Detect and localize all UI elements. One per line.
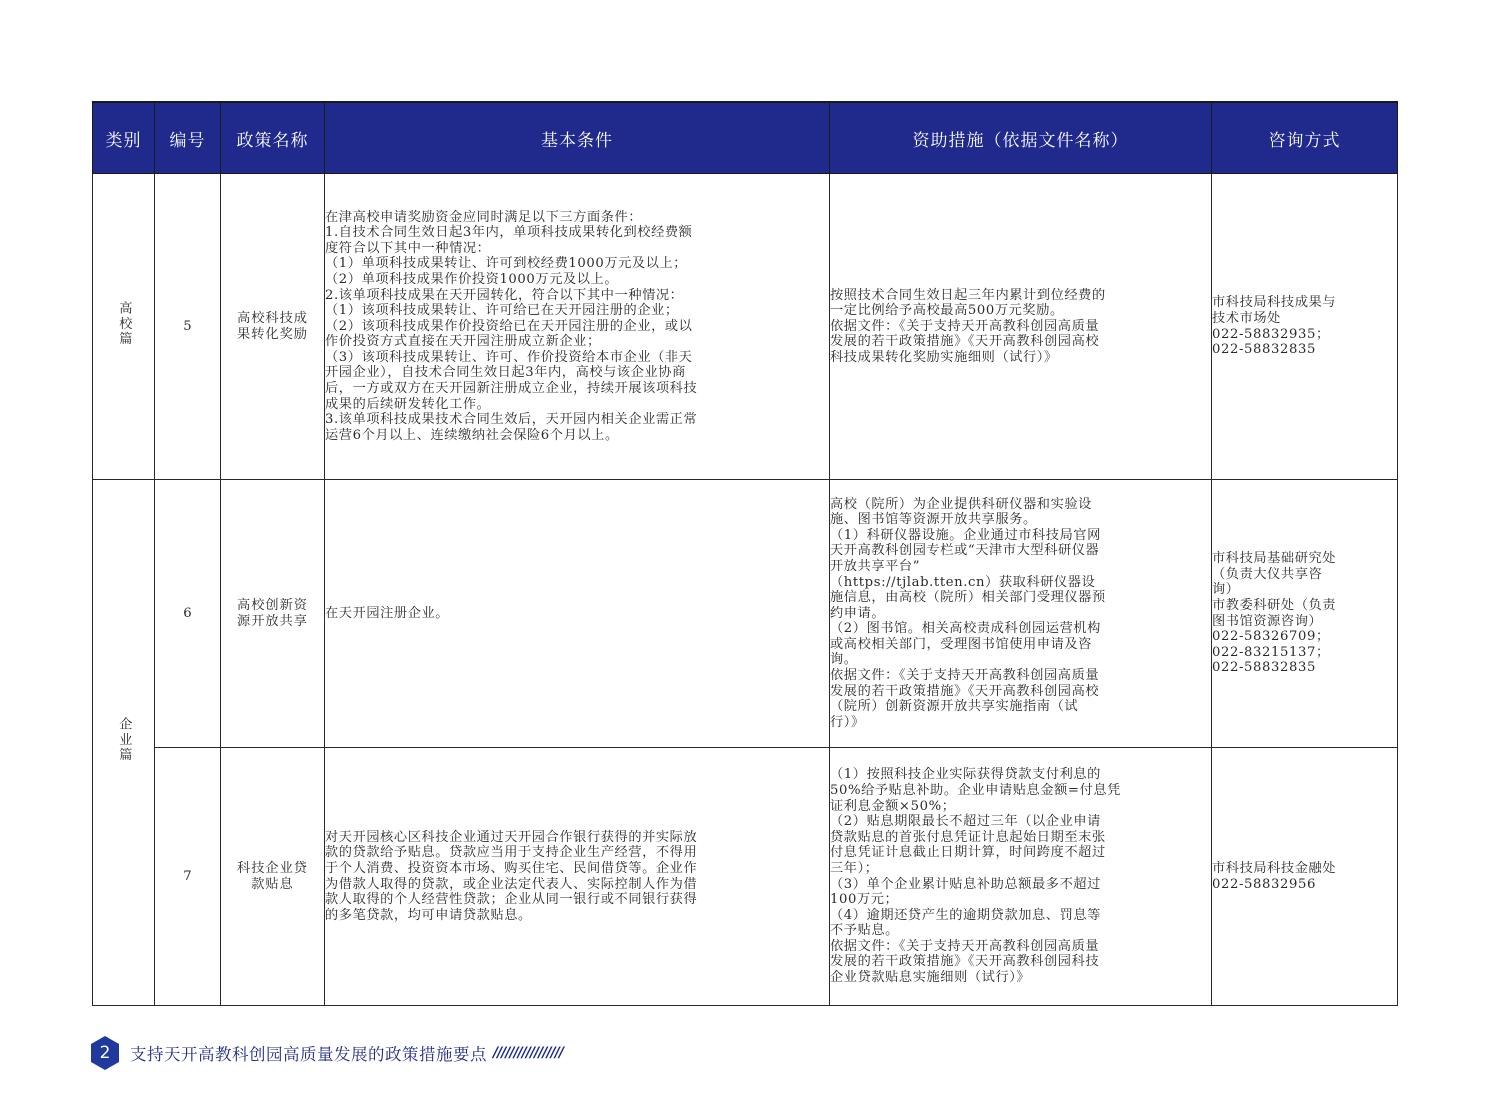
header-number: 编号 (155, 102, 221, 174)
text-line: （2）贴息期限最长不超过三年（以企业申请 (830, 814, 1101, 830)
category-cell (93, 174, 155, 480)
contact-cell (1212, 480, 1398, 748)
text-line: 按照技术合同生效日起三年内累计到位经费的 (830, 287, 1106, 303)
header-category: 类别 (93, 102, 155, 174)
text-line: 依据文件：《关于支持天开高教科创园高质量 (830, 938, 1100, 954)
text-line: 施信息，由高校（院所）相关部门受理仪器预 (830, 590, 1106, 606)
text-line: 依据文件：《关于支持天开高教科创园高质量 (830, 318, 1100, 334)
page-number-badge (90, 1035, 120, 1071)
policy-name: 高校科技成果转化奖励 (237, 310, 308, 342)
text-line: 市教委科研处（负责 (1212, 597, 1337, 613)
measures-cell (830, 174, 1212, 480)
conditions-cell (325, 748, 830, 1006)
text-line: 付息凭证计息截止日期计算，时间跨度不超过 (830, 845, 1106, 861)
text-line: 后，一方或双方在天开园新注册成立企业，持续开展该项科技 (325, 381, 698, 397)
text-line: 一定比例给予高校最高500万元奖励。 (830, 303, 1064, 319)
text-line: 行）》 (830, 714, 865, 730)
text-line: 或高校相关部门，受理图书馆使用申请及咨 (830, 636, 1092, 652)
text-line: 在天开园注册企业。 (325, 605, 450, 621)
text-line: 作价投资方式直接在天开园注册成立新企业； (325, 334, 601, 350)
number-cell: 5 (155, 174, 221, 480)
conditions-cell (325, 480, 830, 748)
text-line: 对天开园核心区科技企业通过天开园合作银行获得的并实际放 (325, 829, 698, 845)
text-line: 施、图书馆等资源开放共享服务。 (830, 512, 1037, 528)
text-line: 022-83215137； (1212, 644, 1330, 660)
text-line: 贷款贴息的首张付息凭证计息起始日期至末张 (830, 829, 1106, 845)
policy-name-cell (221, 480, 325, 748)
text-line: （负责大仪共享咨 (1212, 566, 1323, 582)
text-line: 于个人消费、投资资本市场、购买住宅、民间借贷等。企业作 (325, 860, 698, 876)
text-line: 3.该单项科技成果技术合同生效后，天开园内相关企业需正常 (325, 412, 698, 428)
decorative-stripes: ///////////////// (493, 1045, 563, 1061)
text-line: 022-58832935； (1212, 326, 1330, 342)
table-header-row (93, 102, 1398, 174)
text-line: （1）该项科技成果转让、许可给已在天开园注册的企业； (325, 303, 679, 319)
text-line: 发展的若干政策措施》《天开高教科创园科技 (830, 954, 1100, 970)
table-row (93, 174, 1398, 480)
text-line: 市科技局科技金融处 (1212, 860, 1337, 876)
text-line: （院所）创新资源开放共享实施指南（试 (830, 699, 1079, 715)
text-line: 发展的若干政策措施》《天开高教科创园高校 (830, 683, 1100, 699)
text-line: （2）图书馆。相关高校责成科创园运营机构 (830, 621, 1101, 637)
text-line: 三年）； (830, 860, 879, 876)
number-cell: 6 (155, 480, 221, 748)
measures-cell (830, 748, 1212, 1006)
text-line: 100万元； (830, 892, 899, 908)
text-line: 2.该单项科技成果在天开园转化，符合以下其中一种情况： (325, 287, 684, 303)
text-line: 天开高教科创园专栏或“天津市大型科研仪器 (830, 543, 1100, 559)
table-row (93, 480, 1398, 748)
text-line: 依据文件：《关于支持天开高教科创园高质量 (830, 668, 1100, 684)
text-line: 开园企业），自技术合同生效日起3年内，高校与该企业协商 (325, 365, 686, 381)
text-line: （https://tjlab.tten.cn）获取科研仪器设 (830, 574, 1096, 590)
policy-name: 科技企业贷款贴息 (237, 860, 308, 892)
text-line: 开放共享平台” (830, 558, 921, 574)
policy-name-cell (221, 174, 325, 480)
text-line: 发展的若干政策措施》《天开高教科创园高校 (830, 334, 1100, 350)
category-label: 高校篇 (116, 301, 132, 347)
text-line: 市科技局科技成果与 (1212, 295, 1337, 311)
text-line: 022-58832835 (1212, 660, 1316, 676)
text-line: 科技成果转化奖励实施细则（试行）》 (830, 349, 1058, 365)
category-cell (93, 480, 155, 1006)
text-line: 50%给予贴息补助。企业申请贴息金额=付息凭 (830, 782, 1121, 798)
text-line: 图书馆资源咨询） (1212, 613, 1323, 629)
text-line: （2）单项科技成果作价投资1000万元及以上。 (325, 271, 619, 287)
text-line: （4）逾期还贷产生的逾期贷款加息、罚息等 (830, 907, 1101, 923)
text-line: 不予贴息。 (830, 923, 899, 939)
text-line: 高校（院所）为企业提供科研仪器和实验设 (830, 496, 1092, 512)
policy-name: 高校创新资源开放共享 (237, 597, 308, 629)
policy-table (92, 101, 1398, 1006)
measures-cell (830, 480, 1212, 748)
header-contact: 咨询方式 (1212, 102, 1398, 174)
text-line: 在津高校申请奖励资金应同时满足以下三方面条件： (325, 209, 643, 225)
contact-cell (1212, 174, 1398, 480)
page-number: 2 (99, 1043, 111, 1063)
contact-cell (1212, 748, 1398, 1006)
conditions-cell (325, 174, 830, 480)
header-policy-name: 政策名称 (221, 102, 325, 174)
text-line: 022-58832835 (1212, 342, 1316, 358)
text-line: 款人取得的个人经营性贷款；企业从同一银行或不同银行获得 (325, 892, 698, 908)
text-line: 为借款人取得的贷款，或企业法定代表人、实际控制人作为借 (325, 876, 698, 892)
text-line: （2）该项科技成果作价投资给已在天开园注册的企业，或以 (325, 318, 693, 334)
text-line: （1）按照科技企业实际获得贷款支付利息的 (830, 767, 1101, 783)
number-cell: 7 (155, 748, 221, 1006)
text-line: 证利息金额×50%； (830, 798, 956, 814)
text-line: 技术市场处 (1212, 310, 1281, 326)
text-line: 022-58326709； (1212, 629, 1330, 645)
text-line: 市科技局基础研究处 (1212, 551, 1337, 567)
header-measures: 资助措施（依据文件名称） (830, 102, 1212, 174)
document-title: 支持天开高教科创园高质量发展的政策措施要点 (130, 1045, 487, 1064)
text-line: （1）单项科技成果转让、许可到校经费1000万元及以上； (325, 256, 688, 272)
policy-name-cell (221, 748, 325, 1006)
text-line: 询） (1212, 582, 1240, 598)
text-line: （3）该项科技成果转让、许可、作价投资给本市企业（非天 (325, 349, 693, 365)
text-line: 约申请。 (830, 605, 886, 621)
text-line: 款的贷款给予贴息。贷款应当用于支持企业生产经营，不得用 (325, 845, 698, 861)
header-conditions: 基本条件 (325, 102, 830, 174)
category-label: 企业篇 (116, 717, 132, 763)
text-line: 企业贷款贴息实施细则（试行）》 (830, 970, 1031, 986)
table-row (93, 748, 1398, 1006)
text-line: 运营6个月以上、连续缴纳社会保险6个月以上。 (325, 427, 619, 443)
page-footer (90, 1033, 563, 1073)
text-line: 1.自技术合同生效日起3年内，单项科技成果转化到校经费额 (325, 225, 693, 241)
text-line: 度符合以下其中一种情况： (325, 240, 491, 256)
text-line: 022-58832956 (1212, 876, 1316, 892)
text-line: 的多笔贷款，均可申请贷款贴息。 (325, 907, 532, 923)
text-line: 成果的后续研发转化工作。 (325, 396, 491, 412)
text-line: （1）科研仪器设施。企业通过市科技局官网 (830, 527, 1101, 543)
text-line: 询。 (830, 652, 858, 668)
text-line: （3）单个企业累计贴息补助总额最多不超过 (830, 876, 1101, 892)
